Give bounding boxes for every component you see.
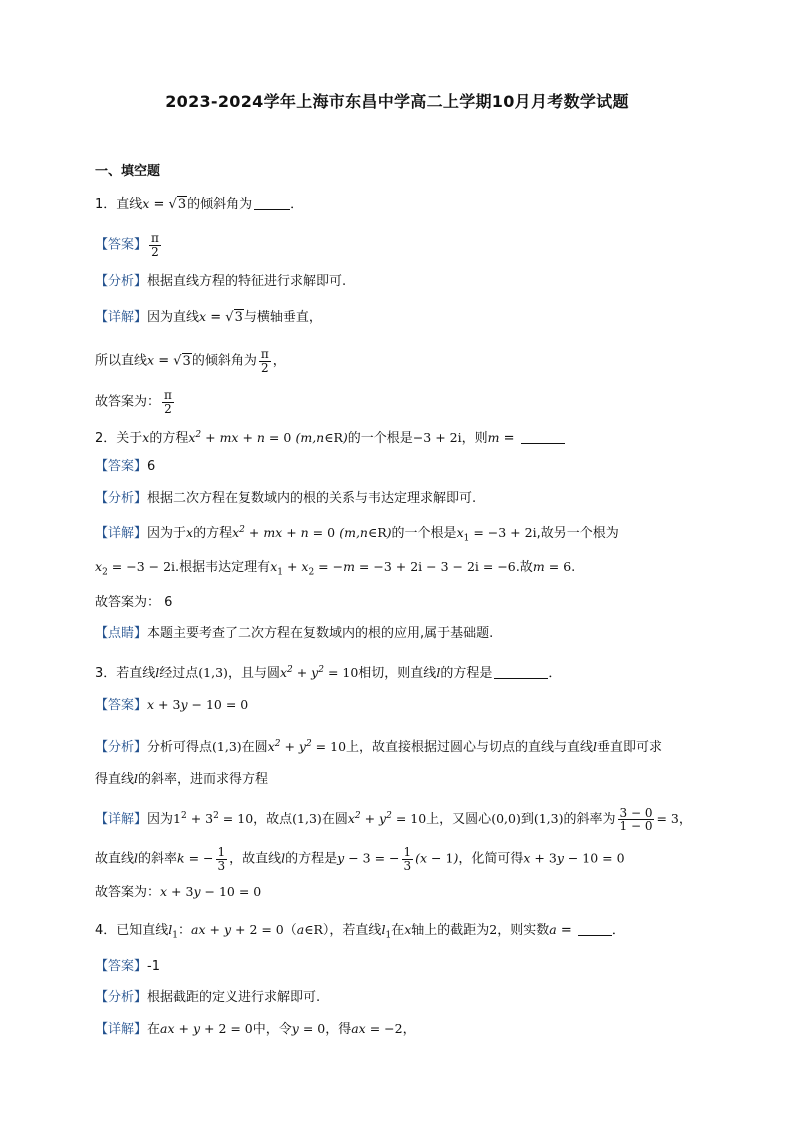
answer-blank	[578, 923, 612, 936]
q1-answer: 【答案】 $\frac{\pi}{2}$	[95, 231, 159, 259]
q1-final: 故答案为： $\frac{\pi}{2}$	[95, 388, 172, 416]
q3-final: 故答案为：x + 3y − 10 = 0	[95, 884, 262, 900]
q1-detail-2: 所以直线x = √3的倾斜角为 $\frac{\pi}{2}$ ，	[95, 347, 286, 375]
q2-detail-1: 【详解】因为于x的方程$x^2$ + mx + n = 0 (m,n∈R)的一个根是$x_1 = -3 + 2i$,故另一个根为	[95, 525, 619, 544]
q2-answer: 【答案】6	[95, 459, 156, 474]
answer-blank	[254, 197, 290, 210]
q3-detail-1: 【详解】因为$1^2 + 3^2 = 10$，故点(1,3)在圆$x^2 + y^2 = 10$上，又圆心(0,0)到(1,3)的斜率为 $\frac{3 - 0}{1 - 0}$ = 3，	[95, 805, 692, 834]
q4-answer: 【答案】-1	[95, 959, 160, 974]
q2-final: 故答案为： 6	[95, 595, 173, 610]
question-2: 2．关于x的方程$x^2$ + mx + n = 0 (m,n∈R)的一个根是−3 + 2i，则m =	[95, 425, 734, 449]
question-4: 4．已知直线$l_1$：ax + y + 2 = 0（a∈R），若直线$l_1$在x轴上的截距为2，则实数a = ．	[95, 922, 625, 941]
q4-analysis: 【分析】根据截距的定义进行求解即可.	[95, 990, 321, 1005]
q1-analysis: 【分析】根据直线方程的特征进行求解即可.	[95, 274, 347, 289]
q4-detail-1: 【详解】在ax + y + 2 = 0中，令y = 0，得ax = −2，	[95, 1021, 416, 1037]
q2-detail-2: $x_2 = -3 - 2i$.根据韦达定理有$x_1 + x_2 = -m = -3 + 2i - 3 - 2i = -6$.故m = 6.	[95, 559, 576, 578]
section-heading: 一、填空题	[95, 164, 161, 179]
q2-comment: 【点睛】本题主要考查了二次方程在复数域内的根的应用,属于基础题.	[95, 626, 494, 641]
answer-blank	[521, 431, 565, 444]
question-3: 3．若直线l经过点(1,3)，且与圆$x^2 + y^2 = 10$相切，则直线l的方程是 ．	[95, 665, 562, 682]
page-title: 2023-2024学年上海市东昌中学高二上学期10月月考数学试题	[165, 92, 629, 111]
q3-analysis-2: 得直线l的斜率，进而求得方程	[95, 771, 269, 787]
q3-detail-2: 故直线l的斜率k = − $\frac{1}{3}$ ，故直线l的方程是y − 3 = − $\frac{1}{3}$ (x − 1)，化简可得x + 3y − 10 = 0	[95, 845, 625, 873]
answer-blank	[494, 666, 548, 679]
q1-detail-1: 【详解】因为直线x = √3与横轴垂直，	[95, 309, 322, 325]
q3-analysis-1: 【分析】分析可得点(1,3)在圆$x^2 + y^2 = 10$上，故直接根据过圆心与切点的直线与直线l垂直即可求	[95, 739, 663, 756]
question-1: 1．直线x = √3的倾斜角为 ．	[95, 196, 304, 212]
q2-analysis: 【分析】根据二次方程在复数域内的根的关系与韦达定理求解即可.	[95, 491, 477, 506]
q3-answer: 【答案】x + 3y − 10 = 0	[95, 697, 249, 713]
